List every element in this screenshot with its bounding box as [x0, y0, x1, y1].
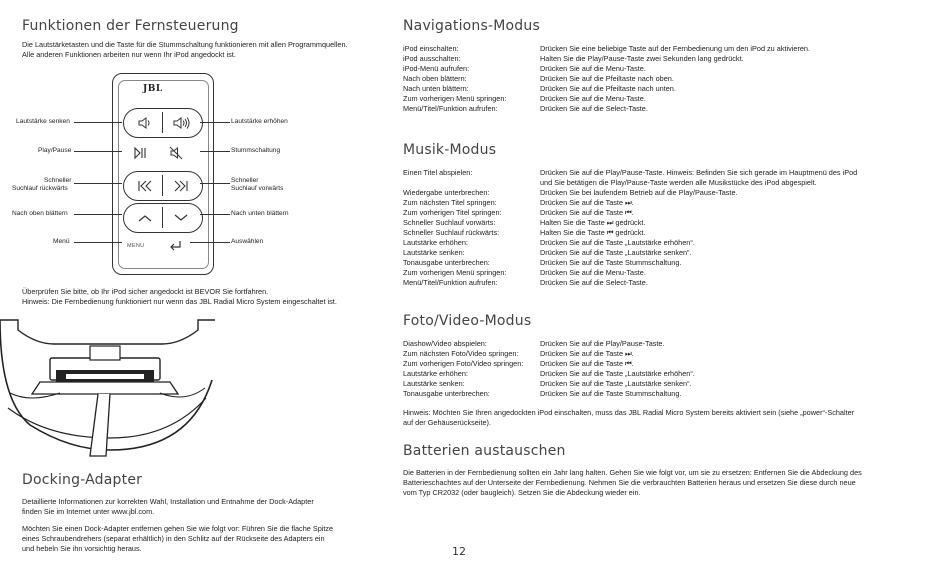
- nav-button-pill: [123, 203, 203, 233]
- table-row: Diashow/Video abspielen: Drücken Sie auf die Play/Pause-Taste.: [403, 339, 665, 348]
- table-row: Lautstärke senken: Drücken Sie auf die Taste „Lautstärke senken“.: [403, 379, 692, 388]
- table-row: iPod ausschalten: Halten Sie die Play/Pause-Taste zwei Sekunden lang gedrückt.: [403, 54, 744, 63]
- batterien-title: Batterien austauschen: [403, 443, 566, 459]
- skip-back-icon: [132, 175, 158, 197]
- menu-button-label: MENU: [127, 243, 145, 249]
- skip-forward-icon: [168, 175, 194, 197]
- table-row: Tonausgabe unterbrechen: Drücken Sie auf die Taste Stummschaltung.: [403, 258, 682, 267]
- table-row: Menü/Titel/Funktion aufrufen: Drücken Sie auf die Select-Taste.: [403, 104, 648, 113]
- label-schneller-left: Schneller: [44, 177, 72, 184]
- table-row: Lautstärke erhöhen: Drücken Sie auf die Taste „Lautstärke erhöhen“.: [403, 369, 695, 378]
- volume-up-icon: [168, 112, 194, 134]
- table-row: iPod einschalten: Drücken Sie eine beliebige Taste auf der Fernbedienung um den iPod zu aktivieren.: [403, 44, 811, 53]
- enter-icon: [163, 235, 189, 257]
- label-suchlauf-rueckwaerts: Suchlauf rückwärts: [12, 185, 68, 192]
- table-row: Einen Titel abspielen: Drücken Sie auf die Play/Pause-Taste. Hinweis: Befinden Sie sich gerade im Hauptmenü des iPod: [403, 168, 858, 177]
- jbl-logo: JBL: [143, 84, 163, 94]
- label-stummschaltung: Stummschaltung: [231, 147, 281, 154]
- table-row: und Sie betätigen die Play/Pause-Taste werden alle Musikstücke des iPod abgespielt.: [540, 178, 817, 187]
- label-lautstaerke-erhoehen: Lautstärke erhöhen: [231, 118, 288, 125]
- label-nach-oben: Nach oben blättern: [12, 210, 68, 217]
- docking-paragraph-2: Möchten Sie einen Dock-Adapter entfernen gehen Sie wie folgt vor: Führen Sie die flache Spitze eines Schraubendrehers (separat erhältlich) in den Schlitz auf der Rückseite des Adapters ein und hebeln Sie ihn vorsichtig heraus.: [22, 524, 334, 553]
- table-row: Zum vorherigen Menü springen: Drücken Sie auf die Menu-Taste.: [403, 268, 646, 277]
- table-row: Nach unten blättern: Drücken Sie auf die Pfeiltaste nach unten.: [403, 84, 676, 93]
- volume-button-pill: [123, 108, 203, 138]
- table-row: Lautstärke senken: Drücken Sie auf die Taste „Lautstärke senken“.: [403, 248, 692, 257]
- navigation-table: [403, 44, 923, 114]
- table-row: Zum vorherigen Foto/Video springen: Drücken Sie auf die Taste ⏮.: [403, 359, 634, 368]
- volume-down-icon: [132, 112, 158, 134]
- table-row: Menü/Titel/Funktion aufrufen: Drücken Sie auf die Select-Taste.: [403, 278, 648, 287]
- table-row: Zum nächsten Foto/Video springen: Drücken Sie auf die Taste ⏭.: [403, 349, 634, 358]
- batterien-text: Die Batterien in der Fernbedienung sollten ein Jahr lang halten. Gehen Sie wie folgt vor, um sie zu ersetzen: Entfernen Sie die Abdeckung des Batterieschachtes auf der Unterseite der Fernbedienung. Nehmen Sie die verbrauchten Batterien heraus und ersetzen Sie diese durch neue vom Typ CR2032 (oder baugleich). Setzen Sie die Abdeckung wieder ein.: [403, 468, 862, 497]
- remote-control-illustration: [112, 73, 214, 275]
- fernsteuerung-title: Funktionen der Fernsteuerung: [22, 18, 239, 34]
- table-row: Lautstärke erhöhen: Drücken Sie auf die Taste „Lautstärke erhöhen“.: [403, 238, 695, 247]
- mute-icon: [163, 142, 189, 164]
- foto-table: [403, 339, 923, 399]
- table-row: Zum vorherigen Titel springen: Drücken Sie auf die Taste ⏮.: [403, 208, 634, 217]
- musik-title: Musik-Modus: [403, 142, 497, 158]
- label-play-pause: Play/Pause: [38, 147, 72, 154]
- navigation-title: Navigations-Modus: [403, 18, 540, 34]
- play-pause-icon: [127, 142, 153, 164]
- label-menue: Menü: [53, 238, 70, 245]
- musik-table: [403, 168, 923, 288]
- skip-button-pill: [123, 171, 203, 201]
- fernsteuerung-note: Überprüfen Sie bitte, ob Ihr iPod sicher angedockt ist BEVOR Sie fortfahren. Hinweis: Die Fernbedienung funktioniert nur wenn das JBL Radial Micro System eingeschaltet ist.: [22, 287, 337, 306]
- table-row: iPod-Menü aufrufen: Drücken Sie auf die Menu-Taste.: [403, 64, 646, 73]
- label-auswaehlen: Auswählen: [231, 238, 264, 245]
- foto-title: Foto/Video-Modus: [403, 313, 532, 329]
- table-row: Wiedergabe unterbrechen: Drücken Sie bei laufendem Betrieb auf die Play/Pause-Taste.: [403, 188, 738, 197]
- docking-title: Docking-Adapter: [22, 472, 143, 488]
- label-lautstaerke-senken: Lautstärke senken: [16, 118, 70, 125]
- table-row: Schneller Suchlauf rückwärts: Halten Sie die Taste ⏮ gedrückt.: [403, 228, 646, 237]
- dock-adapter-illustration: [0, 318, 215, 458]
- table-row: Zum nächsten Titel springen: Drücken Sie auf die Taste ⏭.: [403, 198, 634, 207]
- arrow-up-icon: [132, 207, 158, 229]
- label-suchlauf-vorwaerts: Suchlauf vorwärts: [231, 185, 284, 192]
- table-row: Tonausgabe unterbrechen: Drücken Sie auf die Taste Stummschaltung.: [403, 389, 682, 398]
- table-row: Schneller Suchlauf vorwärts: Halten Sie die Taste ⏭ gedrückt.: [403, 218, 646, 227]
- table-row: Zum vorherigen Menü springen: Drücken Sie auf die Menu-Taste.: [403, 94, 646, 103]
- arrow-down-icon: [168, 207, 194, 229]
- fernsteuerung-intro: Die Lautstärketasten und die Taste für die Stummschaltung funktionieren mit allen Programmquellen. Alle anderen Funktionen arbeiten nur wenn Ihr iPod angedockt ist.: [22, 40, 348, 59]
- docking-paragraph-1: Detaillierte Informationen zur korrekten Wahl, Installation und Entnahme der Dock-Adapter finden Sie im Internet unter www.jbl.com.: [22, 497, 314, 516]
- label-nach-unten: Nach unten blättern: [231, 210, 289, 217]
- page-number: 12: [452, 545, 466, 558]
- foto-note: Hinweis: Möchten Sie Ihren angedockten iPod einschalten, muss das JBL Radial Micro System bereits aktiviert sein (siehe „power“-Schalter auf der Gehäuserückseite).: [403, 408, 855, 427]
- label-schneller-right: Schneller: [231, 177, 259, 184]
- table-row: Nach oben blättern: Drücken Sie auf die Pfeiltaste nach oben.: [403, 74, 674, 83]
